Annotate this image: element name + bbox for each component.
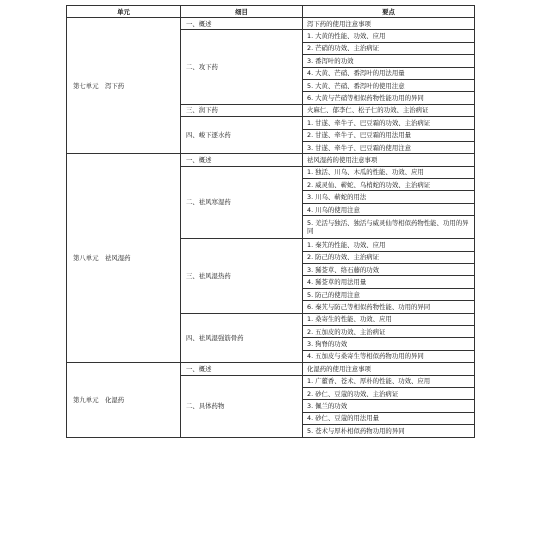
point-cell: 1. 甘遂、牵牛子、巴豆霜的功效、主治病证 bbox=[303, 117, 475, 129]
table-row bbox=[67, 363, 475, 375]
point-cell: 3. 甘遂、牵牛子、巴豆霜的使用注意 bbox=[303, 141, 475, 153]
point-cell: 1. 桑寄生的性能、功效、应用 bbox=[303, 313, 475, 325]
table-row bbox=[67, 18, 475, 30]
point-cell: 1. 独活、川乌、木瓜的性能、功效、应用 bbox=[303, 166, 475, 178]
header-sub: 细目 bbox=[181, 6, 303, 18]
unit-cell: 第八单元 祛风湿药 bbox=[67, 154, 181, 363]
point-cell: 2. 防己的功效、主治病证 bbox=[303, 251, 475, 263]
sub-item-cell: 二、攻下药 bbox=[181, 30, 303, 104]
sub-item-cell: 一、概述 bbox=[181, 363, 303, 375]
syllabus-table bbox=[66, 5, 475, 438]
point-cell: 5. 防己的使用注意 bbox=[303, 288, 475, 300]
point-cell: 6. 秦艽与防己等相似药物性能、功用的异同 bbox=[303, 301, 475, 313]
unit-cell: 第九单元 化湿药 bbox=[67, 363, 181, 437]
point-cell: 2. 芒硝的功效、主治病证 bbox=[303, 42, 475, 54]
point-cell: 6. 大黄与芒硝等相似药物性能功用的异同 bbox=[303, 92, 475, 104]
sub-item-cell: 一、概述 bbox=[181, 154, 303, 166]
unit-cell: 第七单元 泻下药 bbox=[67, 18, 181, 154]
point-cell: 2. 威灵仙、蕲蛇、乌梢蛇的功效、主治病证 bbox=[303, 179, 475, 191]
point-cell: 2. 五加皮的功效、主治病证 bbox=[303, 325, 475, 337]
point-cell: 2. 砂仁、豆蔻的功效、主治病证 bbox=[303, 387, 475, 399]
point-cell: 2. 甘遂、牵牛子、巴豆霜的用法用量 bbox=[303, 129, 475, 141]
point-cell: 4. 砂仁、豆蔻的用法用量 bbox=[303, 412, 475, 424]
point-cell: 4. 川乌的使用注意 bbox=[303, 203, 475, 215]
point-cell: 4. 大黄、芒硝、番泻叶的用法用量 bbox=[303, 67, 475, 79]
point-cell: 1. 秦艽的性能、功效、应用 bbox=[303, 239, 475, 251]
point-cell: 3. 番泻叶的功效 bbox=[303, 55, 475, 67]
sub-item-cell: 四、祛风湿强筋骨药 bbox=[181, 313, 303, 363]
table-row bbox=[67, 154, 475, 166]
point-cell: 5. 苍术与厚朴相似药物功用的异同 bbox=[303, 425, 475, 437]
sub-item-cell: 二、祛风寒湿药 bbox=[181, 166, 303, 239]
header-unit: 单元 bbox=[67, 6, 181, 18]
point-cell: 1. 广藿香、苍术、厚朴的性能、功效、应用 bbox=[303, 375, 475, 387]
point-cell: 3. 豨莶草、络石藤的功效 bbox=[303, 264, 475, 276]
sub-item-cell: 一、概述 bbox=[181, 18, 303, 30]
header-points: 要点 bbox=[303, 6, 475, 18]
point-cell: 火麻仁、郁李仁、松子仁的功效、主治病证 bbox=[303, 104, 475, 116]
point-cell: 5. 大黄、芒硝、番泻叶的使用注意 bbox=[303, 79, 475, 91]
point-cell: 3. 川乌、蕲蛇的用法 bbox=[303, 191, 475, 203]
point-cell: 4. 豨莶草的用法用量 bbox=[303, 276, 475, 288]
point-cell: 化湿药的使用注意事项 bbox=[303, 363, 475, 375]
sub-item-cell: 三、祛风湿热药 bbox=[181, 239, 303, 313]
point-cell: 3. 佩兰的功效 bbox=[303, 400, 475, 412]
sub-item-cell: 二、具体药物 bbox=[181, 375, 303, 437]
point-cell: 1. 大黄的性能、功效、应用 bbox=[303, 30, 475, 42]
syllabus-page bbox=[66, 5, 474, 438]
point-cell: 5. 羌活与独活、独活与威灵仙等相似药物性能、功用的异同 bbox=[303, 216, 475, 239]
point-cell: 祛风湿药的使用注意事项 bbox=[303, 154, 475, 166]
header-row bbox=[67, 6, 475, 18]
sub-item-cell: 四、峻下逐水药 bbox=[181, 117, 303, 154]
table-body bbox=[67, 18, 475, 438]
point-cell: 泻下药的使用注意事项 bbox=[303, 18, 475, 30]
point-cell: 3. 狗脊的功效 bbox=[303, 338, 475, 350]
point-cell: 4. 五加皮与桑寄生等相似药物功用的异同 bbox=[303, 350, 475, 362]
sub-item-cell: 三、润下药 bbox=[181, 104, 303, 116]
